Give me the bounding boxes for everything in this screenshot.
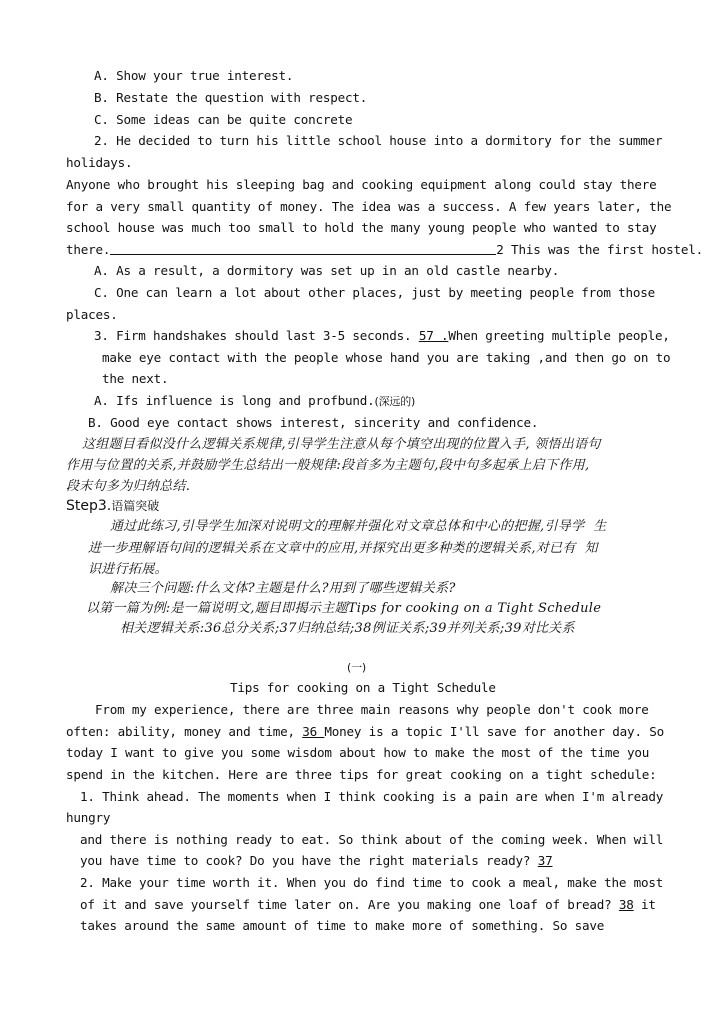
passage-line-3: today I want to give you some wisdom about how to make the most of the time you: [66, 745, 650, 760]
blank-36: 36: [302, 724, 325, 739]
tip-1-line-2: hungry: [66, 810, 111, 825]
tip-2-line-2-start: of it and save yourself time later on. Are you making one loaf of bread?: [80, 897, 619, 912]
passage-title: Tips for cooking on a Tight Schedule: [230, 680, 496, 695]
q3-line-3: the next.: [102, 371, 169, 386]
tip-1-line-3: and there is nothing ready to eat. So think about of the coming week. When will: [80, 832, 664, 847]
note-line-3: 段末句多为归纳总结.: [66, 479, 191, 494]
q2-line-2: holidays.: [66, 155, 133, 170]
step3-questions: 解决三个问题:什么文体?主题是什么?用到了哪些逻辑关系?: [110, 581, 456, 596]
answer-blank: [110, 242, 496, 255]
q3-line-1-start: 3. Firm handshakes should last 3-5 seconds.: [94, 328, 419, 343]
step3-example: 以第一篇为例:是一篇说明文,题目即揭示主题Tips for cooking on a Tight Schedule: [86, 601, 602, 616]
q2-line-6-end: 2 This was the first hostel.: [496, 242, 703, 257]
tip-1-line-1: 1. Think ahead. The moments when I think cooking is a pain are when I'm already: [80, 789, 664, 804]
tip-2-line-2-end: it: [633, 897, 656, 912]
step3-para-line-2: 进一步理解语句间的逻辑关系在文章中的应用,并探究出更多种类的逻辑关系,对已有 知: [88, 541, 598, 556]
passage-number: (一): [347, 661, 366, 674]
q2-line-5: school house was much too small to hold the many young people who wanted to stay: [66, 220, 657, 235]
q3-line-2: make eye contact with the people whose hand you are taking ,and then go on to: [102, 350, 671, 365]
blank-57: 57 .: [418, 328, 449, 343]
step3-para-line-1: 通过此练习,引导学生加深对说明文的理解并强化对文章总体和中心的把握,引导学 生: [110, 519, 607, 534]
step3-title: 语篇突破: [111, 499, 160, 513]
tip-1-line-4-start: you have time to cook? Do you have the right materials ready?: [80, 853, 538, 868]
tip-2-line-3: takes around the same amount of time to make more of something. So save: [80, 918, 605, 933]
q3-line-1-end: When greeting multiple people,: [448, 328, 670, 343]
step3-para-line-3: 识进行拓展。: [88, 562, 168, 577]
step3-relations: 相关逻辑关系:36总分关系;37归纳总结;38例证关系;39并列关系;39对比关系: [120, 621, 575, 636]
q2-option-c-line-2: places.: [66, 307, 118, 322]
passage-line-2-start: often: ability, money and time,: [66, 724, 303, 739]
q3-option-a: [94, 393, 415, 410]
q2-line-6: [66, 242, 703, 258]
q2-line-4: for a very small quantity of money. The idea was a success. A few years later, the: [66, 199, 672, 214]
passage-line-1: From my experience, there are three main reasons why people don't cook more: [95, 702, 649, 717]
q1-option-c: C. Some ideas can be quite concrete: [94, 112, 353, 127]
q3-option-a-note: (深远的): [374, 395, 416, 408]
q3-line-1: [94, 328, 670, 344]
q2-line-3: Anyone who brought his sleeping bag and cooking equipment along could stay there: [66, 177, 657, 192]
step3-label: Step3.: [66, 498, 112, 514]
passage-line-2-end: Money is a topic I'll save for another day. So: [324, 724, 664, 739]
q3-option-b: B. Good eye contact shows interest, sincerity and confidence.: [88, 415, 539, 430]
blank-37: 37: [537, 853, 553, 868]
q2-option-c-line-1: C. One can learn a lot about other places, just by meeting people from those: [94, 285, 656, 300]
blank-38: 38: [618, 897, 634, 912]
tip-1-line-4: [80, 853, 552, 869]
tip-2-line-2: [80, 897, 656, 913]
passage-line-2: [66, 724, 664, 740]
q1-option-a: A. Show your true interest.: [94, 68, 294, 83]
q2-line-6-start: there.: [66, 242, 111, 257]
q2-option-a: A. As a result, a dormitory was set up in an old castle nearby.: [94, 263, 560, 278]
tip-2-line-1: 2. Make your time worth it. When you do find time to cook a meal, make the most: [80, 875, 664, 890]
passage-line-4: spend in the kitchen. Here are three tips for great cooking on a tight schedule:: [66, 767, 657, 782]
q3-option-a-text: A. Ifs influence is long and profbund.: [94, 393, 375, 408]
step3-heading: [66, 497, 159, 515]
q1-option-b: B. Restate the question with respect.: [94, 90, 368, 105]
note-line-1: 这组题目看似没什么逻辑关系规律,引导学生注意从每个填空出现的位置入手, 领悟出语句: [82, 437, 601, 452]
q2-line-1: 2. He decided to turn his little school house into a dormitory for the summer: [94, 133, 663, 148]
note-line-2: 作用与位置的关系,并鼓励学生总结出一般规律:段首多为主题句,段中句多起承上启下作用,: [66, 458, 590, 473]
